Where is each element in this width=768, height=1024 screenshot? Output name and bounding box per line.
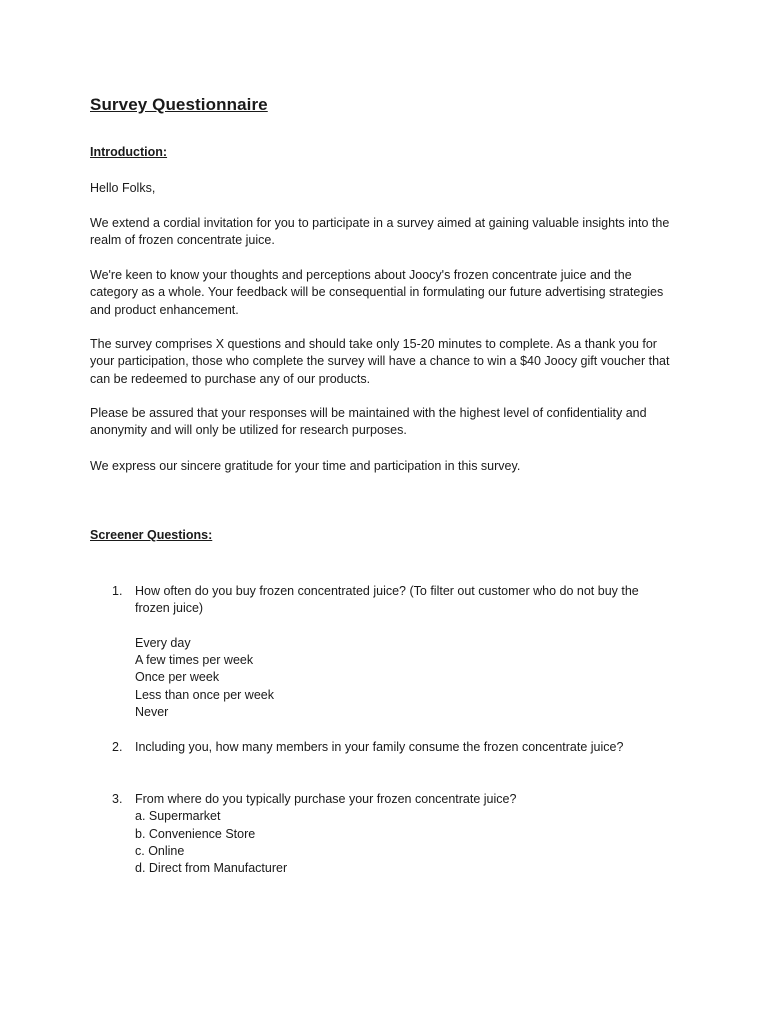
answer-option: d. Direct from Manufacturer [135,861,288,876]
question-body [135,739,675,756]
question-text: Including you, how many members in your family consume the frozen concentrate juice? [135,740,624,754]
answer-option: a. Supermarket [135,809,221,824]
question-body [135,791,675,877]
question-text: How often do you buy frozen concentrated juice? (To filter out customer who do not buy the frozen juice) [135,584,639,616]
question-number: 3. [112,792,123,806]
question-number: 1. [112,584,123,598]
answer-options [135,808,675,877]
answer-option: b. Convenience Store [135,826,256,841]
answer-option: Never [135,705,169,720]
intro-paragraph-feedback: We're keen to know your thoughts and perceptions about Joocy's frozen concentrate juice and the category as a whole. Your feedback will be consequential in formulating our future advertising strategies and product enhancement. [90,268,664,317]
answer-option: c. Online [135,843,185,858]
question-body [135,583,675,721]
question-text: From where do you typically purchase your frozen concentrate juice? [135,792,517,806]
introduction-heading: Introduction: [90,145,168,159]
answer-option: Once per week [135,670,220,685]
answer-option: Less than once per week [135,687,274,702]
intro-paragraph-incentive: The survey comprises X questions and should take only 15-20 minutes to complete. As a thank you for your participation, those who complete the survey will have a chance to win a $40 Joocy gift voucher that can be redeemed to purchase any of our products. [90,337,670,386]
question-number: 2. [112,740,123,754]
document-title: Survey Questionnaire [90,95,268,114]
intro-paragraph-confidentiality: Please be assured that your responses will be maintained with the highest level of confidentiality and anonymity and will only be utilized for research purposes. [90,406,647,438]
greeting: Hello Folks, [90,181,156,195]
intro-paragraph-invitation: We extend a cordial invitation for you to participate in a survey aimed at gaining valuable insights into the realm of frozen concentrate juice. [90,216,670,248]
answer-option: A few times per week [135,653,254,668]
answer-options [135,635,675,721]
document-page [90,0,690,1024]
answer-option: Every day [135,635,191,650]
screener-heading: Screener Questions: [90,528,213,542]
intro-paragraph-gratitude: We express our sincere gratitude for your time and participation in this survey. [90,459,521,473]
